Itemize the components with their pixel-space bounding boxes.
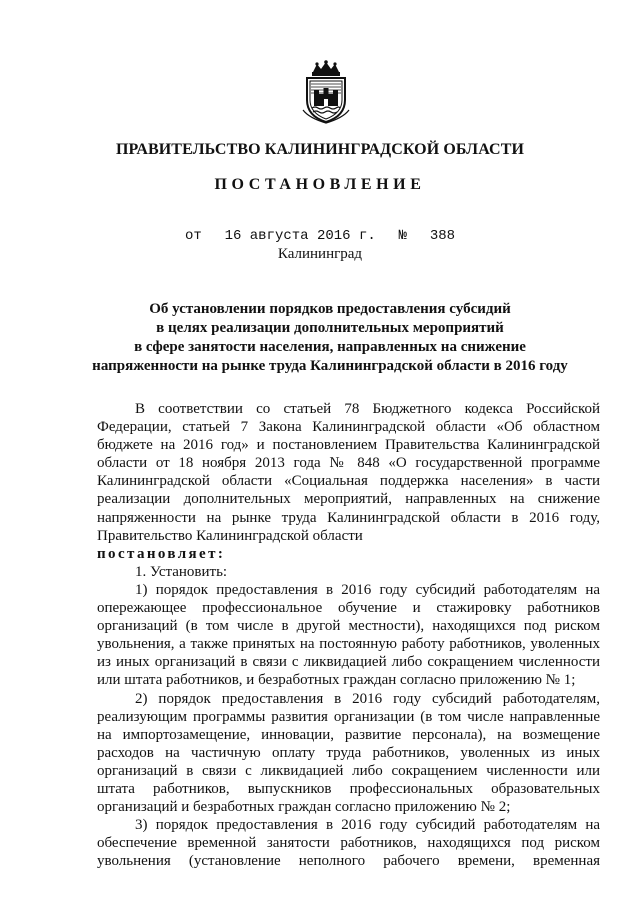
document-subject: [60, 300, 600, 376]
date-prefix: от: [184, 228, 202, 244]
decree-paragraph: [97, 545, 600, 563]
preamble-paragraph: В соответствии со статьей 78 Бюджетного кодекса Российской Федерации, статьей 7 Закона Калининградской области «Об областном бюджете на 2016 год» и постановлением Правительства Калининградской области от 18 ноября 2013 года № 848 «О государственной программе Калининградской области «Социальная поддержка населения» в части реализации дополнительных мероприятий, направленных на снижение напряженности на рынке труда Калининградской области в 2016 году, Правительство Калининградской области: [97, 401, 600, 544]
document-number: 388: [429, 228, 456, 244]
city: Калининград: [277, 246, 363, 262]
document-type: ПОСТАНОВЛЕНИЕ: [214, 176, 426, 193]
subitem-2: 2) порядок предоставления в 2016 году субсидий работодателям, реализующим программы развития организации (в том числе направленные на импортозамещение, инновации, развитие персонала), на возмещение расходов на частичную оплату труда работников, уволенных из иных организаций в связи с ликвидацией либо сокращением численности или штата работников, выпускников профессиональных образовательных организаций и безработных граждан согласно приложению № 2;: [97, 690, 600, 816]
subject-line: в сфере занятости населения, направленных на снижение: [134, 339, 526, 355]
subitem-1: 1) порядок предоставления в 2016 году субсидий работодателям на опережающее профессиональное обучение и стажировку работников организаций (в том числе в другой местности), находящихся под риском увольнения, а также принятых на постоянную работу работников, уволенных из иных организаций в связи с ликвидацией либо сокращением численности или штата работников, и безработных граждан согласно приложению № 1;: [97, 581, 600, 689]
subject-line: напряженности на рынке труда Калининградской области в 2016 году: [92, 358, 568, 374]
document-date: 16 августа 2016 г.: [224, 228, 376, 244]
subitem-3: 3) порядок предоставления в 2016 году субсидий работодателям на обеспечение временной занятости работников, находящихся под риском увольнения (установление неполного рабочего времени, временная: [97, 817, 600, 870]
government-title: ПРАВИТЕЛЬСТВО КАЛИНИНГРАДСКОЙ ОБЛАСТИ: [115, 141, 525, 158]
decree-word: постановляет:: [97, 545, 226, 562]
subject-line: Об установлении порядков предоставления субсидий: [149, 301, 511, 317]
subject-line: в целях реализации дополнительных мероприятий: [156, 320, 504, 336]
coat-of-arms-icon: [299, 60, 353, 124]
document-body: [97, 400, 600, 870]
date-number-line: [0, 228, 640, 244]
number-sign: №: [398, 228, 408, 244]
item-1: 1. Установить:: [135, 563, 228, 580]
